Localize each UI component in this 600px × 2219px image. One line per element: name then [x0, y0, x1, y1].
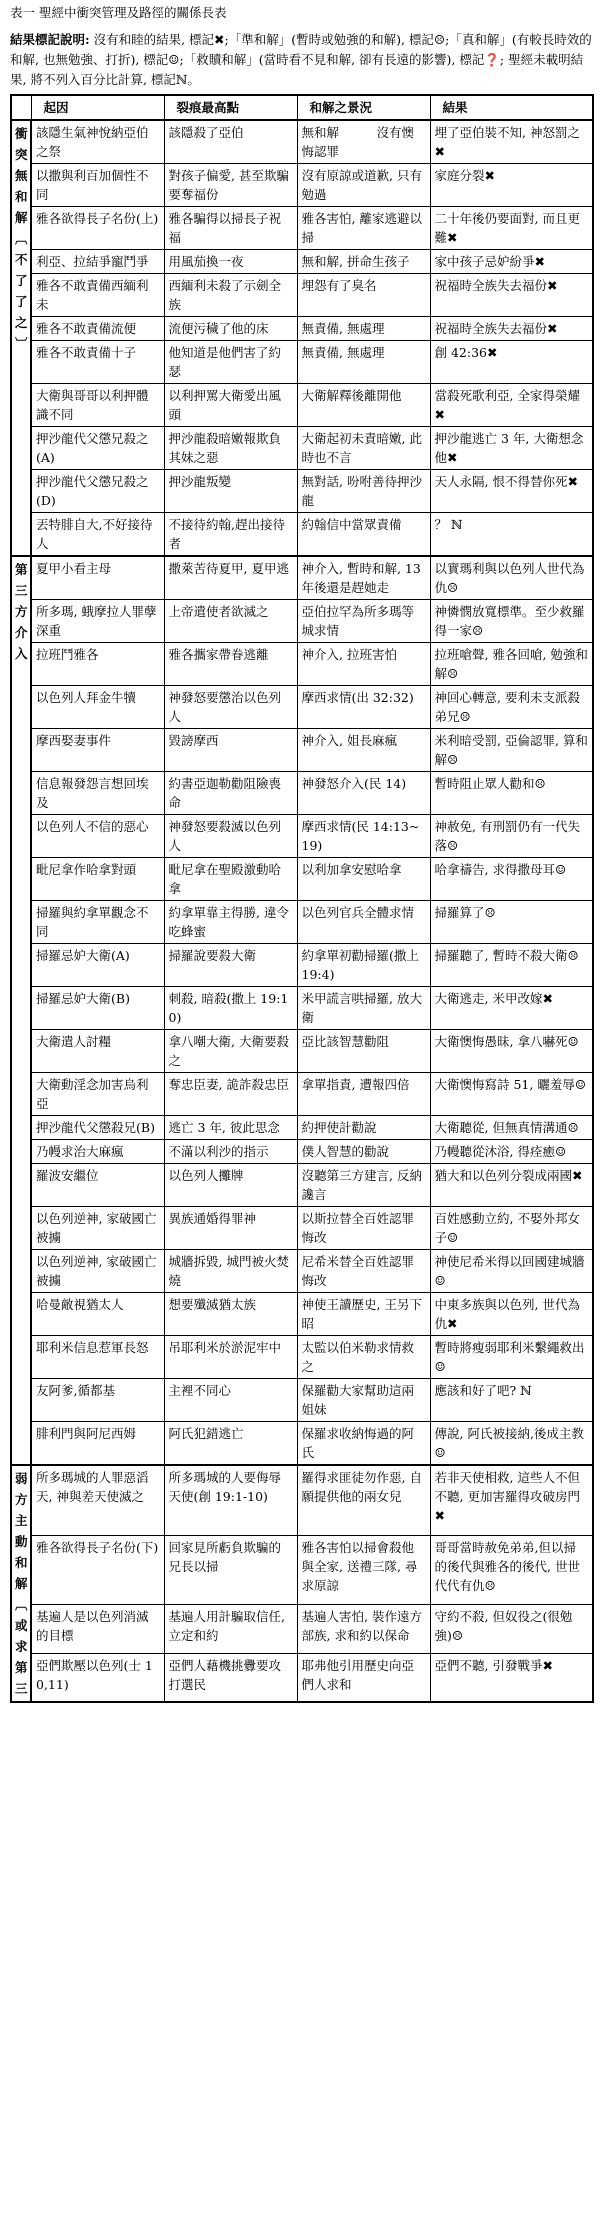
peak-cell: 不滿以利沙的指示: [164, 1140, 297, 1164]
cause-cell: 該隱生氣神悅納亞伯之祭: [31, 120, 164, 164]
legend-note: [10, 30, 592, 90]
peak-cell: 異族通婚得罪神: [164, 1207, 297, 1250]
result-cell: 應該和好了吧? ℕ: [430, 1379, 593, 1422]
reconcile-cell: 埋怨有了臭名: [297, 274, 430, 317]
table-row: [11, 556, 593, 600]
table-row: [11, 1653, 593, 1702]
header-reconcile: 和解之景況: [297, 95, 430, 120]
header-result: 結果: [430, 95, 593, 120]
result-cell: 暫時阻止眾人勸和☹: [430, 772, 593, 815]
peak-cell: 拿八嘲大衛, 大衛要殺之: [164, 1030, 297, 1073]
reconcile-cell: 保羅勸大家幫助這兩姐妹: [297, 1379, 430, 1422]
table-body: [11, 120, 593, 1702]
peak-cell: 撒萊苦待夏甲, 夏甲逃: [164, 556, 297, 600]
header-cause: 起因: [31, 95, 164, 120]
cause-cell: 以撒與利百加個性不同: [31, 164, 164, 207]
result-cell: 哈拿禱告, 求得撒母耳☺: [430, 858, 593, 901]
result-cell: 大衛逃走, 米甲改嫁✖: [430, 987, 593, 1030]
result-cell: 家中孩子忌妒紛爭✖: [430, 250, 593, 274]
cause-cell: 雅各欲得長子名份(下): [31, 1535, 164, 1605]
reconcile-cell: 太監以伯米勒求情救之: [297, 1336, 430, 1379]
peak-cell: 想要殲滅猶太族: [164, 1293, 297, 1336]
peak-cell: 吊耶利米於淤泥牢中: [164, 1336, 297, 1379]
peak-cell: 所多瑪城的人要侮辱天使(創 19:1-10): [164, 1465, 297, 1535]
table-row: [11, 815, 593, 858]
result-cell: ？ ℕ: [430, 513, 593, 557]
peak-cell: 約書亞迦勒勸阻險喪命: [164, 772, 297, 815]
table-row: [11, 250, 593, 274]
reconcile-cell: 以色列官兵全體求情: [297, 901, 430, 944]
reconcile-cell: 約翰信中當眾責備: [297, 513, 430, 557]
reconcile-cell: 雅各害怕, 離家逃避以掃: [297, 207, 430, 250]
result-cell: 米利暗受罰, 亞倫認罪, 算和解☹: [430, 729, 593, 772]
cause-cell: 以色列人不信的惡心: [31, 815, 164, 858]
table-row: [11, 944, 593, 987]
peak-cell: 主裡不同心: [164, 1379, 297, 1422]
cause-cell: 掃羅忌妒大衛(B): [31, 987, 164, 1030]
result-cell: 亞們不聽, 引發戰爭✖: [430, 1653, 593, 1702]
cause-cell: 雅各不敢責備十子: [31, 341, 164, 384]
table-row: [11, 1116, 593, 1140]
result-cell: 傳說, 阿氏被接納,後成主教☺: [430, 1422, 593, 1466]
table-row: [11, 729, 593, 772]
reconcile-cell: 僕人智慧的勸說: [297, 1140, 430, 1164]
table-row: [11, 1422, 593, 1466]
table-row: [11, 1379, 593, 1422]
result-cell: 掃羅聽了, 暫時不殺大衛☹: [430, 944, 593, 987]
table-row: [11, 1250, 593, 1293]
peak-cell: 用風茄換一夜: [164, 250, 297, 274]
peak-cell: 毀謗摩西: [164, 729, 297, 772]
cause-cell: 信息報發怨言想回埃及: [31, 772, 164, 815]
legend-label: 結果標記說明:: [10, 32, 90, 47]
result-cell: 押沙龍逃亡 3 年, 大衛想念他✖: [430, 427, 593, 470]
cause-cell: 掃羅忌妒大衛(A): [31, 944, 164, 987]
reconcile-cell: 無對話, 吩咐善待押沙龍: [297, 470, 430, 513]
cause-cell: 腓利門與阿尼西姆: [31, 1422, 164, 1466]
table-row: [11, 120, 593, 164]
cause-cell: 雅各欲得長子名份(上): [31, 207, 164, 250]
section-label: 弱 方 主 動 和 解 ︹ 或 求 第 三: [11, 1465, 31, 1702]
result-cell: 二十年後仍要面對, 而且更難✖: [430, 207, 593, 250]
reconcile-cell: 亞伯拉罕為所多瑪等城求情: [297, 600, 430, 643]
cause-cell: 大衛遣人討糧: [31, 1030, 164, 1073]
reconcile-cell: 無和解 沒有懊悔認罪: [297, 120, 430, 164]
table-row: [11, 1605, 593, 1653]
table-row: [11, 600, 593, 643]
section-label: 衝 突 無 和 解 ︹ 不 了 了 之 ︺: [11, 120, 31, 556]
reconcile-cell: 以利加拿安慰哈拿: [297, 858, 430, 901]
peak-cell: 基遍人用計騙取信任, 立定和約: [164, 1605, 297, 1653]
reconcile-cell: 雅各害怕以掃會殺他與全家, 送禮三隊, 尋求原諒: [297, 1535, 430, 1605]
result-cell: 猶大和以色列分裂成兩國✖: [430, 1164, 593, 1207]
table-row: [11, 858, 593, 901]
table-row: [11, 427, 593, 470]
cause-cell: 大衛與哥哥以利押體識不同: [31, 384, 164, 427]
table-row: [11, 686, 593, 729]
cause-cell: 押沙龍代父懲殺兄(B): [31, 1116, 164, 1140]
result-cell: 當殺死歌利亞, 全家得榮耀✖: [430, 384, 593, 427]
reconcile-cell: 神發怒介入(民 14): [297, 772, 430, 815]
result-cell: 守約不殺, 但奴役之(很勉強)☹: [430, 1605, 593, 1653]
section-label: 第 三 方 介 入: [11, 556, 31, 1465]
peak-cell: 奪忠臣妻, 詭詐殺忠臣: [164, 1073, 297, 1116]
peak-cell: 不接待約翰,趕出接待者: [164, 513, 297, 557]
peak-cell: 約拿單靠主得勝, 違令吃蜂蜜: [164, 901, 297, 944]
cause-cell: 所多瑪城的人罪惡滔天, 神與差天使滅之: [31, 1465, 164, 1535]
result-cell: 若非天使相救, 這些人不但不聽, 更加害羅得攻破房門✖: [430, 1465, 593, 1535]
result-cell: 拉班嗆聲, 雅各回嗆, 勉強和解☹: [430, 643, 593, 686]
table-row: [11, 1030, 593, 1073]
cause-cell: 丟特腓自大,不好接待人: [31, 513, 164, 557]
table-row: [11, 1164, 593, 1207]
result-cell: 神使尼希米得以回國建城牆☺: [430, 1250, 593, 1293]
cause-cell: 乃幔求治大麻瘋: [31, 1140, 164, 1164]
cause-cell: 以色列人拜金牛犢: [31, 686, 164, 729]
header-peak: 裂痕最高點: [164, 95, 297, 120]
cause-cell: 耶利米信息惹軍長怒: [31, 1336, 164, 1379]
peak-cell: 以利押罵大衛愛出風頭: [164, 384, 297, 427]
peak-cell: 逃亡 3 年, 彼此思念: [164, 1116, 297, 1140]
peak-cell: 雅各騙得以掃長子祝福: [164, 207, 297, 250]
cause-cell: 所多瑪, 蛾摩拉人罪孽深重: [31, 600, 164, 643]
table-row: [11, 384, 593, 427]
peak-cell: 以色列人攤牌: [164, 1164, 297, 1207]
result-cell: 神憐憫放寬標準。至少救羅得一家☹: [430, 600, 593, 643]
reconcile-cell: 耶弗他引用歷史向亞們人求和: [297, 1653, 430, 1702]
table-row: [11, 1073, 593, 1116]
cause-cell: 摩西娶妻事件: [31, 729, 164, 772]
result-cell: 百姓感動立約, 不娶外邦女子☺: [430, 1207, 593, 1250]
table-row: [11, 1535, 593, 1605]
peak-cell: 他知道是他們害了約瑟: [164, 341, 297, 384]
cause-cell: 拉班鬥雅各: [31, 643, 164, 686]
table-row: [11, 164, 593, 207]
header-corner: [11, 95, 31, 120]
peak-cell: 雅各攜家帶眷逃離: [164, 643, 297, 686]
reconcile-cell: 神使王讀歷史, 王另下昭: [297, 1293, 430, 1336]
peak-cell: 流便污穢了他的床: [164, 317, 297, 341]
peak-cell: 神發怒要殺滅以色列人: [164, 815, 297, 858]
reconcile-cell: 拿單指責, 遭報四倍: [297, 1073, 430, 1116]
result-cell: 創 42:36✖: [430, 341, 593, 384]
reconcile-cell: 沒有原諒或道歉, 只有勉過: [297, 164, 430, 207]
result-cell: 以實瑪利與以色列人世代為仇☹: [430, 556, 593, 600]
reconcile-cell: 基遍人害怕, 裝作遠方部族, 求和約以保命: [297, 1605, 430, 1653]
cause-cell: 友阿爹,循都基: [31, 1379, 164, 1422]
reconcile-cell: 無責備, 無處理: [297, 341, 430, 384]
cause-cell: 雅各不敢責備流便: [31, 317, 164, 341]
table-row: [11, 317, 593, 341]
result-cell: 神赦免, 有刑罰仍有一代失落☹: [430, 815, 593, 858]
table-row: [11, 513, 593, 557]
table-row: [11, 341, 593, 384]
peak-cell: 城牆拆毀, 城門被火焚燒: [164, 1250, 297, 1293]
cause-cell: 押沙龍代父懲兄殺之(D): [31, 470, 164, 513]
cause-cell: 夏甲小看主母: [31, 556, 164, 600]
reconcile-cell: 神介入, 姐長麻瘋: [297, 729, 430, 772]
reconcile-cell: 摩西求情(民 14:13~19): [297, 815, 430, 858]
cause-cell: 基遍人是以色列消滅的目標: [31, 1605, 164, 1653]
cause-cell: 掃羅與約拿單觀念不同: [31, 901, 164, 944]
peak-cell: 上帝遣使者欲滅之: [164, 600, 297, 643]
cause-cell: 羅波安繼位: [31, 1164, 164, 1207]
result-cell: 祝福時全族失去福份✖: [430, 317, 593, 341]
table-row: [11, 1207, 593, 1250]
reconcile-cell: 羅得求匪徒勿作惡, 自願提供他的兩女兒: [297, 1465, 430, 1535]
peak-cell: 亞們人藉機挑釁要攻打選民: [164, 1653, 297, 1702]
peak-cell: 掃羅說要殺大衛: [164, 944, 297, 987]
peak-cell: 毗尼拿在聖殿激動哈拿: [164, 858, 297, 901]
result-cell: 祝福時全族失去福份✖: [430, 274, 593, 317]
peak-cell: 押沙龍叛變: [164, 470, 297, 513]
result-cell: 中東多族與以色列, 世代為仇✖: [430, 1293, 593, 1336]
reconcile-cell: 保羅求收納悔過的阿氏: [297, 1422, 430, 1466]
cause-cell: 以色列逆神, 家破國亡被擄: [31, 1250, 164, 1293]
reconcile-cell: 無和解, 拼命生孩子: [297, 250, 430, 274]
table-row: [11, 772, 593, 815]
reconcile-cell: 大衛解釋後離開他: [297, 384, 430, 427]
reconcile-cell: 約拿單初勸掃羅(撒上 19:4): [297, 944, 430, 987]
reconcile-cell: 神介入, 拉班害怕: [297, 643, 430, 686]
table-row: [11, 207, 593, 250]
peak-cell: 阿氏犯錯逃亡: [164, 1422, 297, 1466]
peak-cell: 對孩子偏愛, 甚至欺騙要奪福份: [164, 164, 297, 207]
result-cell: 暫時將瘦弱耶利米繫繩救出☺: [430, 1336, 593, 1379]
reconcile-cell: 神介入, 暫時和解, 13 年後還是趕她走: [297, 556, 430, 600]
cause-cell: 利亞、拉結爭寵鬥爭: [31, 250, 164, 274]
table-row: [11, 1465, 593, 1535]
cause-cell: 亞們欺壓以色列(士 10,11): [31, 1653, 164, 1702]
table-row: [11, 1293, 593, 1336]
peak-cell: 回家見所虧負欺騙的兄長以掃: [164, 1535, 297, 1605]
table-row: [11, 901, 593, 944]
result-cell: 天人永隔, 恨不得替你死✖: [430, 470, 593, 513]
table-row: [11, 987, 593, 1030]
conflict-table: [10, 94, 594, 1703]
legend-text: 沒有和睦的結果, 標記✖;「準和解」(暫時或勉強的和解), 標記☹;「真和解」(有較長時效的和解, 也無勉強、打折), 標記☺;「救贖和解」(當時看不見和解, 卻有長遠的影響), 標記❓; 聖經未載明結果, 將不列入百分比計算, 標記ℕ。: [10, 32, 592, 87]
reconcile-cell: 沒聽第三方建言, 反納讒言: [297, 1164, 430, 1207]
peak-cell: 西緬利未殺了示劍全族: [164, 274, 297, 317]
cause-cell: 以色列逆神, 家破國亡被擄: [31, 1207, 164, 1250]
reconcile-cell: 亞比該智慧勸阻: [297, 1030, 430, 1073]
result-cell: 神回心轉意, 要利未支派殺弟兄☹: [430, 686, 593, 729]
table-row: [11, 470, 593, 513]
table-row: [11, 274, 593, 317]
peak-cell: 該隱殺了亞伯: [164, 120, 297, 164]
header-row: [11, 95, 593, 120]
cause-cell: 大衛動淫念加害烏利亞: [31, 1073, 164, 1116]
cause-cell: 押沙龍代父懲兄殺之(A): [31, 427, 164, 470]
cause-cell: 雅各不敢責備西緬利未: [31, 274, 164, 317]
reconcile-cell: 大衛起初未責暗嫩, 此時也不言: [297, 427, 430, 470]
reconcile-cell: 尼希米替全百姓認罪悔改: [297, 1250, 430, 1293]
reconcile-cell: 約押使計勸說: [297, 1116, 430, 1140]
table-title: 表一 聖經中衝突管理及路徑的關係長表: [10, 5, 227, 20]
table-row: [11, 643, 593, 686]
result-cell: 大衛懊悔寫詩 51, 曬羞辱☺: [430, 1073, 593, 1116]
result-cell: 哥哥當時赦免弟弟,但以掃的後代與雅各的後代, 世世代代有仇☹: [430, 1535, 593, 1605]
reconcile-cell: 米甲謊言哄掃羅, 放大衛: [297, 987, 430, 1030]
table-row: [11, 1140, 593, 1164]
reconcile-cell: 無責備, 無處理: [297, 317, 430, 341]
result-cell: 家庭分裂✖: [430, 164, 593, 207]
result-cell: 大衛懊悔愚昧, 拿八嚇死☺: [430, 1030, 593, 1073]
cause-cell: 毗尼拿作哈拿對頭: [31, 858, 164, 901]
result-cell: 埋了亞伯裝不知, 神怒罰之✖: [430, 120, 593, 164]
peak-cell: 押沙龍殺暗嫩報欺負其妹之惡: [164, 427, 297, 470]
table-row: [11, 1336, 593, 1379]
cause-cell: 哈曼敵視猶太人: [31, 1293, 164, 1336]
result-cell: 乃幔聽從沐浴, 得痊癒☺: [430, 1140, 593, 1164]
reconcile-cell: 以斯拉替全百姓認罪悔改: [297, 1207, 430, 1250]
result-cell: 大衛聽從, 但無真情溝通☹: [430, 1116, 593, 1140]
reconcile-cell: 摩西求情(出 32:32): [297, 686, 430, 729]
peak-cell: 刺殺, 暗殺(撒上 19:10): [164, 987, 297, 1030]
result-cell: 掃羅算了☹: [430, 901, 593, 944]
peak-cell: 神發怒要懲治以色列人: [164, 686, 297, 729]
